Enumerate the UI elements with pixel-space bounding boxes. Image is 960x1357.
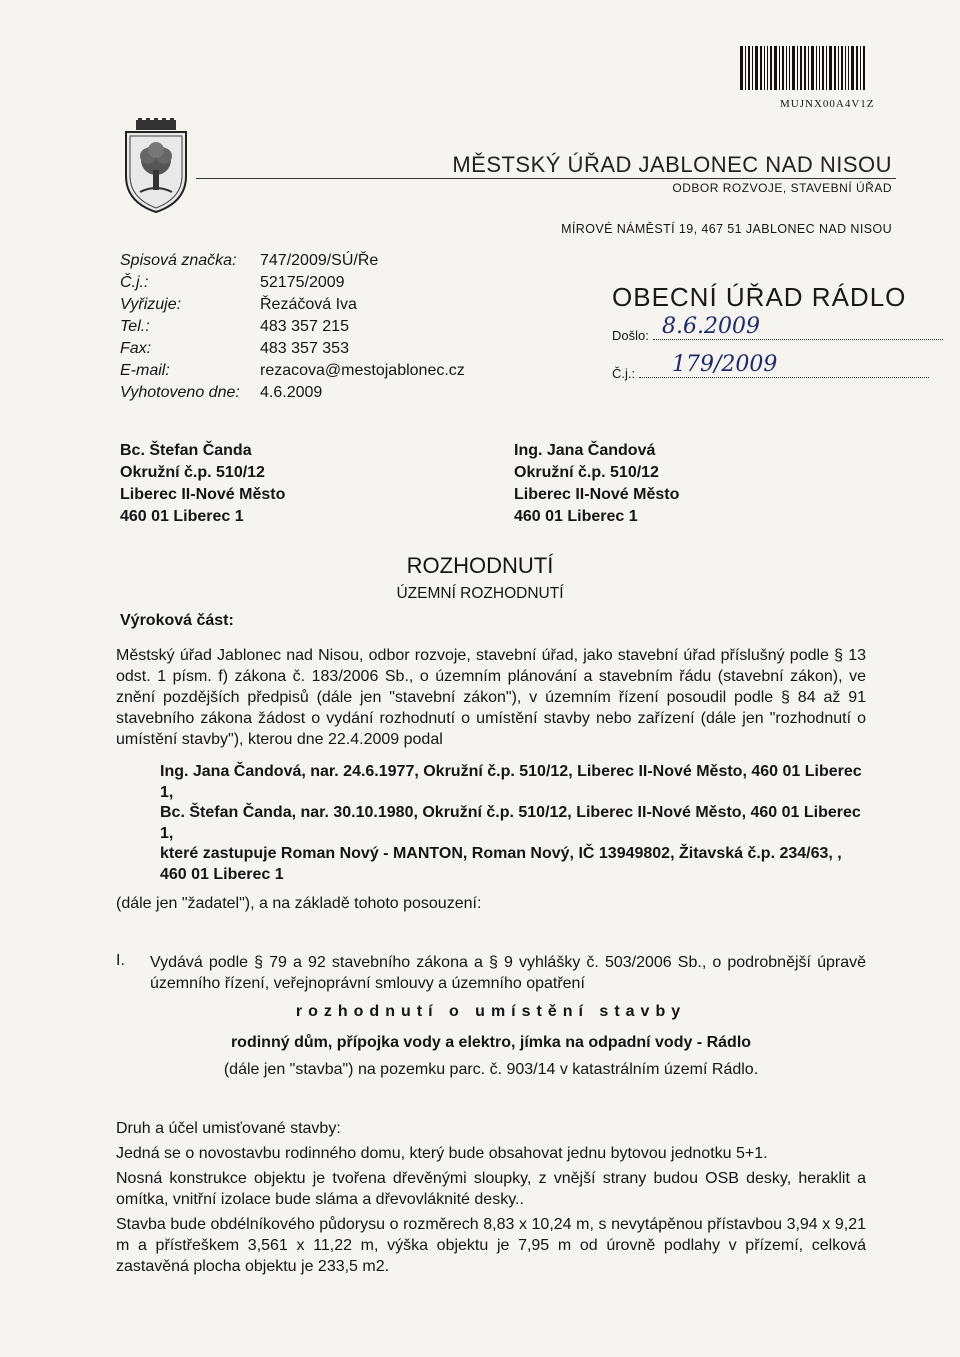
decision-intro: Městský úřad Jablonec nad Nisou, odbor rozvoje, stavební úřad, jako stavební úřad příslušný podle § 13 odst. 1 písm. f) zákona č. 183/2006 Sb., o územním plánování a stavebním řádu (stavební zákon), ve znění pozdějších předpisů (dále jen "stavební zákon"), v územním řízení posoudil podle § 84 až 91 stavebního zákona žádost o vydání rozhodnutí o umístění stavby nebo zařízení (dále jen "rozhodnutí o umístění stavby"), kterou dne 22.4.2009 podal bbox=[116, 647, 866, 748]
section-label: Výroková část: bbox=[120, 612, 234, 629]
barcode-bar bbox=[760, 46, 762, 90]
city-crest-logo bbox=[120, 118, 192, 214]
meta-row bbox=[120, 294, 465, 316]
meta-row bbox=[120, 360, 465, 382]
meta-value: 4.6.2009 bbox=[260, 384, 323, 401]
reference-number-row bbox=[612, 352, 929, 381]
meta-label: Tel.: bbox=[120, 318, 150, 335]
barcode-bar bbox=[792, 46, 795, 90]
barcode-bar bbox=[789, 46, 790, 90]
barcode-bar bbox=[841, 46, 843, 90]
handwritten-received-date: 8.6.2009 bbox=[662, 314, 760, 339]
barcode-bar bbox=[755, 46, 758, 90]
barcode-bar bbox=[811, 46, 814, 90]
received-label: Došlo: bbox=[612, 328, 649, 343]
project-title: rodinný dům, přípojka vody a elektro, jímka na odpadní vody - Rádlo bbox=[230, 1034, 752, 1051]
barcode-id: MUJNX00A4V1Z bbox=[780, 98, 875, 110]
barcode-bar bbox=[786, 46, 787, 90]
purpose-paragraph-1: Jedná se o novostavbu rodinného domu, který bude obsahovat jednu bytovou jednotku 5+1. bbox=[116, 1145, 768, 1162]
meta-label: Vyřizuje: bbox=[120, 296, 182, 313]
recipient-address-1 bbox=[120, 440, 285, 528]
meta-value: 747/2009/SÚ/Ře bbox=[260, 252, 379, 269]
document-metadata bbox=[120, 250, 465, 404]
received-stamp-title: OBECNÍ ÚŘAD RÁDLO bbox=[612, 282, 907, 312]
meta-row bbox=[120, 382, 465, 404]
barcode-bar bbox=[838, 46, 839, 90]
barcode-bar bbox=[745, 46, 746, 90]
office-name: MĚSTSKÝ ÚŘAD JABLONEC NAD NISOU bbox=[452, 152, 892, 177]
barcode-bar bbox=[848, 46, 849, 90]
recipient-zip: 460 01 Liberec 1 bbox=[514, 508, 638, 525]
purpose-paragraph-3: Stavba bude obdélníkového půdorysu o rozměrech 8,83 x 10,24 m, s nevytápěnou přístavbou 3,94 x 9,21 m a přístřeškem 3,561 x 11,22 m, výška objektu je 7,95 m od úrovně podlahy v přízemí, celková zastavěná plocha objektu je 233,5 m2. bbox=[116, 1216, 866, 1275]
handwritten-reference-number: 179/2009 bbox=[672, 352, 778, 377]
barcode bbox=[740, 46, 894, 90]
applicant-note: (dále jen "žadatel"), a na základě tohoto posouzení: bbox=[116, 895, 482, 912]
applicant-3: které zastupuje Roman Nový - MANTON, Roman Nový, IČ 13949802, Žitavská č.p. 234/63, , 460 01 Liberec 1 bbox=[160, 845, 842, 883]
recipient-zip: 460 01 Liberec 1 bbox=[120, 508, 244, 525]
barcode-bar bbox=[834, 46, 836, 90]
applicant-1: Ing. Jana Čandová, nar. 24.6.1977, Okružní č.p. 510/12, Liberec II-Nové Město, 460 01 Liberec 1, bbox=[160, 763, 862, 801]
decision-heading: ROZHODNUTÍ bbox=[406, 553, 554, 578]
meta-label: Vyhotoveno dne: bbox=[120, 384, 240, 401]
barcode-bar bbox=[816, 46, 817, 90]
barcode-bar bbox=[774, 46, 777, 90]
dotted-line bbox=[653, 339, 943, 340]
barcode-bar bbox=[808, 46, 809, 90]
barcode-bar bbox=[770, 46, 772, 90]
meta-value: 483 357 215 bbox=[260, 318, 349, 335]
barcode-bar bbox=[800, 46, 802, 90]
barcode-bar bbox=[860, 46, 861, 90]
recipient-city: Liberec II-Nové Město bbox=[514, 486, 680, 503]
meta-value: 483 357 353 bbox=[260, 340, 349, 357]
purpose-label: Druh a účel umisťované stavby: bbox=[116, 1120, 341, 1137]
recipient-name: Bc. Štefan Čanda bbox=[120, 442, 252, 459]
barcode-bar bbox=[826, 46, 827, 90]
reference-label: Č.j.: bbox=[612, 366, 636, 381]
office-department: ODBOR ROZVOJE, STAVEBNÍ ÚŘAD bbox=[672, 181, 892, 195]
applicant-2: Bc. Štefan Čanda, nar. 30.10.1980, Okružní č.p. 510/12, Liberec II-Nové Město, 460 01 Liberec 1, bbox=[160, 804, 861, 842]
barcode-bar bbox=[845, 46, 846, 90]
meta-label: Spisová značka: bbox=[120, 252, 237, 269]
meta-label: Fax: bbox=[120, 340, 152, 357]
meta-value: 52175/2009 bbox=[260, 274, 345, 291]
office-address: MÍROVÉ NÁMĚSTÍ 19, 467 51 JABLONEC NAD NISOU bbox=[561, 222, 892, 236]
recipient-city: Liberec II-Nové Město bbox=[120, 486, 286, 503]
decision-spaced-title: rozhodnutí o umístění stavby bbox=[295, 1003, 687, 1020]
meta-value: rezacova@mestojablonec.cz bbox=[260, 362, 465, 379]
barcode-bar bbox=[748, 46, 750, 90]
barcode-bar bbox=[797, 46, 798, 90]
roman-numeral: I. bbox=[116, 952, 125, 969]
meta-row bbox=[120, 316, 465, 338]
decision-subheading: ÚZEMNÍ ROZHODNUTÍ bbox=[396, 585, 564, 602]
purpose-paragraph-2: Nosná konstrukce objektu je tvořena dřevěnými sloupky, z vnější strany budou OSB desky, heraklit a omítka, vnitřní izolace bude sláma a dřevovláknité desky.. bbox=[116, 1170, 866, 1208]
header-divider bbox=[196, 178, 896, 179]
recipient-name: Ing. Jana Čandová bbox=[514, 442, 656, 459]
barcode-bar bbox=[863, 46, 865, 90]
recipient-street: Okružní č.p. 510/12 bbox=[514, 464, 659, 481]
received-date-row bbox=[612, 314, 943, 343]
barcode-bar bbox=[851, 46, 854, 90]
dotted-line bbox=[639, 377, 929, 378]
barcode-bar bbox=[819, 46, 820, 90]
project-note: (dále jen "stavba") na pozemku parc. č. 903/14 v katastrálním území Rádlo. bbox=[223, 1061, 759, 1078]
barcode-bar bbox=[829, 46, 832, 90]
barcode-bar bbox=[822, 46, 824, 90]
meta-row bbox=[120, 250, 465, 272]
barcode-bar bbox=[782, 46, 784, 90]
barcode-bar bbox=[752, 46, 753, 90]
barcode-bar bbox=[764, 46, 765, 90]
issue-text: Vydává podle § 79 a 92 stavebního zákona a § 9 vyhlášky č. 503/2006 Sb., o podrobnější úpravě územního řízení, veřejnoprávní smlouvy a územního opatření bbox=[150, 954, 866, 992]
recipient-address-2 bbox=[514, 440, 679, 528]
barcode-bar bbox=[767, 46, 768, 90]
barcode-bar bbox=[779, 46, 780, 90]
meta-label: Č.j.: bbox=[120, 274, 149, 291]
barcode-bar bbox=[804, 46, 806, 90]
meta-value: Řezáčová Iva bbox=[260, 296, 357, 313]
barcode-bar bbox=[740, 46, 743, 90]
barcode-bar bbox=[856, 46, 858, 90]
meta-row bbox=[120, 338, 465, 360]
meta-label: E-mail: bbox=[120, 362, 170, 379]
recipient-street: Okružní č.p. 510/12 bbox=[120, 464, 265, 481]
meta-row bbox=[120, 272, 465, 294]
